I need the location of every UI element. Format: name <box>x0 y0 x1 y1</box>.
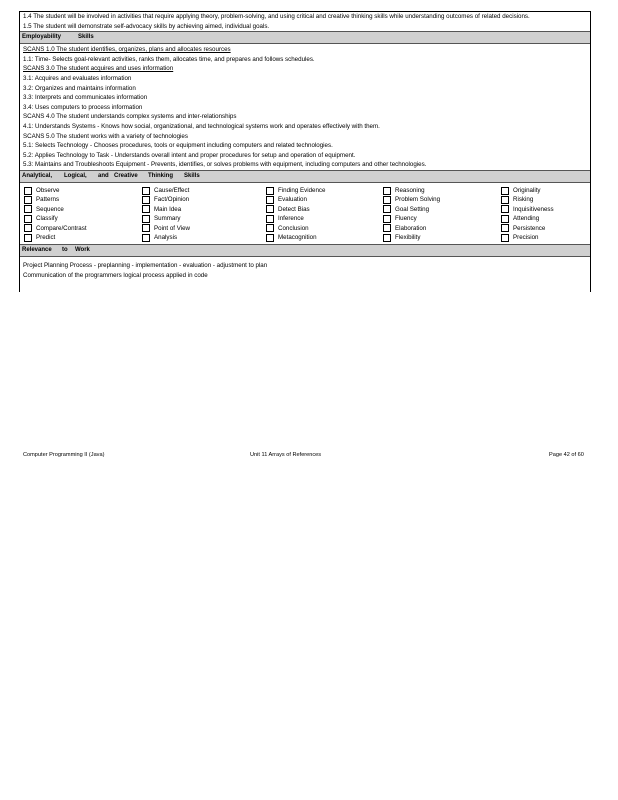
thinking-header-word: Analytical, <box>22 172 53 179</box>
scans-3-heading: SCANS 3.0 The student acquires and uses information <box>23 65 174 73</box>
skill-label: Main Idea <box>154 205 182 213</box>
skill-checkbox-observe[interactable] <box>24 186 142 195</box>
skill-label: Evaluation <box>278 196 307 204</box>
thinking-skills-checklist <box>20 183 590 244</box>
checkbox-icon <box>266 234 274 242</box>
scans-4-heading: SCANS 4.0 The student understands complex systems and inter-relationships <box>23 113 237 121</box>
skill-label: Point of View <box>154 224 191 232</box>
skill-checkbox-detect-bias[interactable] <box>266 205 383 214</box>
relevance-list <box>20 257 590 280</box>
skill-label: Metacognition <box>278 233 317 241</box>
thinking-header-word: Thinking <box>148 172 173 179</box>
skill-checkbox-flexibility[interactable] <box>383 233 501 242</box>
skill-label: Originality <box>513 186 541 194</box>
checkbox-icon <box>24 224 32 232</box>
thinking-header-word: Logical, <box>64 172 87 179</box>
skill-label: Inference <box>278 215 304 223</box>
skill-label: Risking <box>513 196 534 204</box>
skill-checkbox-point-of-view[interactable] <box>142 224 266 233</box>
skill-checkbox-summary[interactable] <box>142 214 266 223</box>
scans-item: 1.1: Time- Selects goal-relevant activities, ranks them, allocates time, and prepares and follows schedules. <box>23 55 315 63</box>
skill-label: Compare/Contrast <box>36 224 87 232</box>
skill-label: Elaboration <box>395 224 427 232</box>
checkbox-icon <box>266 196 274 204</box>
checkbox-icon <box>383 234 391 242</box>
skill-checkbox-problem-solving[interactable] <box>383 195 501 204</box>
skill-checkbox-metacognition[interactable] <box>266 233 383 242</box>
skill-label: Problem Solving <box>395 196 441 204</box>
checkbox-icon <box>266 187 274 195</box>
skill-label: Classify <box>36 215 58 223</box>
skill-checkbox-classify[interactable] <box>24 214 142 223</box>
scans-item: 3.3: Interprets and communicates information <box>23 94 148 102</box>
skill-label: Inquisitiveness <box>513 205 554 213</box>
employability-header <box>20 31 590 44</box>
checkbox-icon <box>501 224 509 232</box>
relevance-item: Project Planning Process - preplanning - implementation - evaluation - adjustment to plan <box>23 262 268 270</box>
skill-label: Precision <box>513 233 539 241</box>
skill-checkbox-persistence[interactable] <box>501 224 592 233</box>
skill-checkbox-cause-effect[interactable] <box>142 186 266 195</box>
scans-1-heading: SCANS 1.0 The student identifies, organizes, plans and allocates resources <box>23 46 231 54</box>
scans-5-heading: SCANS 5.0 The student works with a variety of technologies <box>23 132 188 140</box>
footer-page-number: Page 42 of 60 <box>549 452 584 458</box>
checkbox-icon <box>383 224 391 232</box>
relevance-item: Communication of the programmers logical process applied in code <box>23 271 208 279</box>
skills-column <box>142 186 266 242</box>
checkbox-icon <box>24 234 32 242</box>
thinking-skills-header <box>20 170 590 183</box>
checkbox-icon <box>501 196 509 204</box>
skill-label: Cause/Effect <box>154 186 190 194</box>
skill-checkbox-analysis[interactable] <box>142 233 266 242</box>
checkbox-icon <box>266 224 274 232</box>
scans-item: 3.4: Uses computers to process information <box>23 103 143 111</box>
skill-label: Finding Evidence <box>278 186 326 194</box>
checkbox-icon <box>266 205 274 213</box>
skill-checkbox-compare-contrast[interactable] <box>24 224 142 233</box>
checkbox-icon <box>142 215 150 223</box>
checkbox-icon <box>24 205 32 213</box>
checkbox-icon <box>142 187 150 195</box>
checkbox-icon <box>266 215 274 223</box>
skill-checkbox-fact-opinion[interactable] <box>142 195 266 204</box>
checkbox-icon <box>383 205 391 213</box>
checkbox-icon <box>24 196 32 204</box>
scans-item: 5.1: Selects Technology - Chooses procedures, tools or equipment including computers and related technologies. <box>23 142 333 150</box>
checkbox-icon <box>501 215 509 223</box>
relevance-header-word: to <box>62 247 68 254</box>
relevance-header <box>20 244 590 257</box>
checkbox-icon <box>383 196 391 204</box>
scans-item: 3.2: Organizes and maintains information <box>23 84 136 92</box>
footer-course-title: Computer Programming II (Java) <box>23 452 105 458</box>
skill-label: Fluency <box>395 215 417 223</box>
skill-label: Patterns <box>36 196 60 204</box>
employability-header-word: Skills <box>78 34 94 41</box>
skill-checkbox-sequence[interactable] <box>24 205 142 214</box>
skill-checkbox-evaluation[interactable] <box>266 195 383 204</box>
skill-label: Detect Bias <box>278 205 310 213</box>
skill-label: Fact/Opinion <box>154 196 190 204</box>
objective-1-5: 1.5 The student will demonstrate self-advocacy skills by achieving aimed, individual goals. <box>23 22 270 30</box>
employability-header-word: Employability <box>22 34 62 41</box>
skill-label: Reasoning <box>395 186 425 194</box>
skills-column <box>501 186 592 242</box>
skill-label: Attending <box>513 215 540 223</box>
checkbox-icon <box>24 215 32 223</box>
skill-checkbox-reasoning[interactable] <box>383 186 501 195</box>
relevance-header-word: Relevance <box>22 247 52 254</box>
skill-label: Persistence <box>513 224 546 232</box>
checkbox-icon <box>501 187 509 195</box>
skill-label: Conclusion <box>278 224 309 232</box>
skill-checkbox-inquisitiveness[interactable] <box>501 205 592 214</box>
skills-column <box>24 186 142 242</box>
skill-label: Goal Setting <box>395 205 430 213</box>
skill-label: Flexibility <box>395 233 421 241</box>
checkbox-icon <box>501 234 509 242</box>
skill-checkbox-risking[interactable] <box>501 195 592 204</box>
checkbox-icon <box>383 215 391 223</box>
thinking-header-word: and <box>98 172 109 179</box>
skill-checkbox-originality[interactable] <box>501 186 592 195</box>
skills-column <box>383 186 501 242</box>
relevance-header-word: Work <box>75 247 90 254</box>
skill-checkbox-attending[interactable] <box>501 214 592 223</box>
skill-checkbox-goal-setting[interactable] <box>383 205 501 214</box>
checkbox-icon <box>142 234 150 242</box>
skill-checkbox-fluency[interactable] <box>383 214 501 223</box>
checkbox-icon <box>501 205 509 213</box>
checkbox-icon <box>142 205 150 213</box>
skill-checkbox-patterns[interactable] <box>24 195 142 204</box>
checkbox-icon <box>142 196 150 204</box>
skill-label: Analysis <box>154 233 178 241</box>
objective-1-4: 1.4 The student will be involved in activities that require applying theory, problem-solving, and using critical and creative thinking skills while understanding outcomes of related decisions. <box>23 13 530 20</box>
lesson-table <box>19 11 591 292</box>
footer-unit-title: Unit 11 Arrays of References <box>250 452 322 458</box>
checkbox-icon <box>24 187 32 195</box>
skill-checkbox-precision[interactable] <box>501 233 592 242</box>
skill-label: Summary <box>154 215 181 223</box>
skill-checkbox-elaboration[interactable] <box>383 224 501 233</box>
checkbox-icon <box>383 187 391 195</box>
scans-item: 3.1: Acquires and evaluates information <box>23 74 132 82</box>
skill-checkbox-finding-evidence[interactable] <box>266 186 383 195</box>
thinking-header-word: Creative <box>114 172 138 179</box>
skill-label: Predict <box>36 233 56 241</box>
skill-label: Sequence <box>36 205 64 213</box>
scans-item: 5.3: Maintains and Troubleshoots Equipment - Prevents, identifies, or solves problems with equipment, including computers and other technologies. <box>23 161 427 169</box>
skill-checkbox-conclusion[interactable] <box>266 224 383 233</box>
thinking-header-word: Skills <box>184 172 200 179</box>
skills-column <box>266 186 383 242</box>
scans-item: 4.1: Understands Systems - Knows how social, organizational, and technological systems work and operates effectively with them. <box>23 122 380 130</box>
skill-checkbox-inference[interactable] <box>266 214 383 223</box>
skill-label: Observe <box>36 186 60 194</box>
skill-checkbox-predict[interactable] <box>24 233 142 242</box>
employability-list <box>20 44 590 170</box>
checkbox-icon <box>142 224 150 232</box>
scans-item: 5.2: Applies Technology to Task - Understands overall intent and proper procedures for setup and operation of equipment. <box>23 151 356 159</box>
skill-checkbox-main-idea[interactable] <box>142 205 266 214</box>
